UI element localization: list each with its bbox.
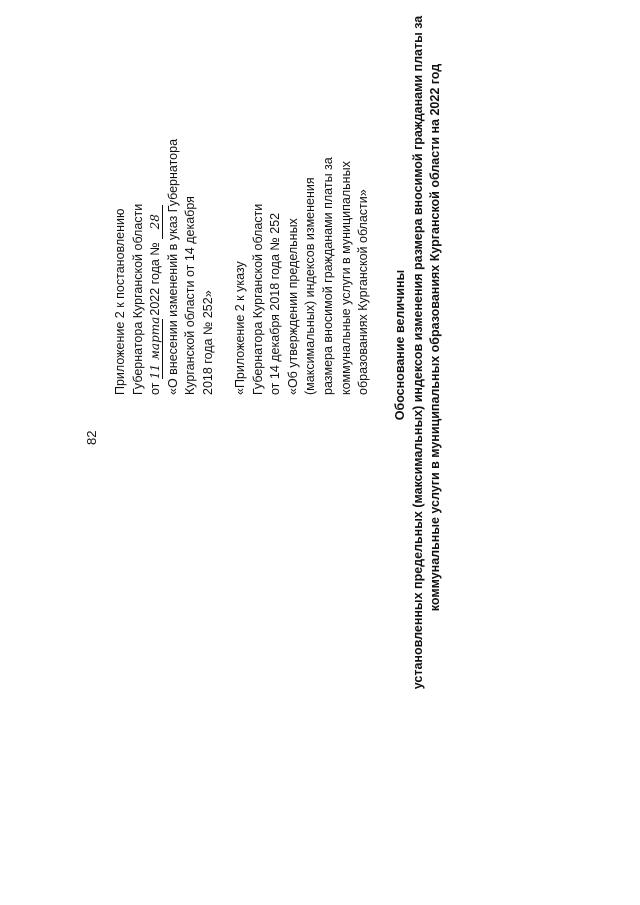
document-heading xyxy=(392,0,444,905)
appendix-original-block xyxy=(232,157,373,395)
appendix-current-line5: Курганской области от 14 декабря xyxy=(183,196,198,395)
appendix-current-block xyxy=(112,139,218,395)
appendix-original-line4: «Об утверждении предельных xyxy=(285,218,300,395)
appendix-current-line1: Приложение 2 к постановлению xyxy=(113,208,127,395)
appendix-original-line3: от 14 декабря 2018 года № 252 xyxy=(268,212,283,395)
appendix-current-line4: «О внесении изменений в указ Губернатора xyxy=(165,138,180,395)
appendix-current-line6: 2018 года № 252» xyxy=(200,290,215,395)
appendix-original-line2: Губернатора Курганской области xyxy=(250,203,265,395)
handwritten-date: 11 марта xyxy=(148,316,163,380)
page-number: 82 xyxy=(84,430,99,445)
heading-line2: установленных предельных (максимальных) индексов изменения размера вносимой гражданами платы за xyxy=(411,15,425,690)
heading-title: Обоснование величины xyxy=(393,269,407,421)
date-suffix: 2022 года № xyxy=(148,242,163,316)
appendix-current-line2: Губернатора Курганской области xyxy=(130,203,145,395)
appendix-current-date-line xyxy=(147,139,165,395)
appendix-original-line8: образованиях Курганской области» xyxy=(356,189,371,395)
appendix-original-line6: размера вносимой гражданами платы за xyxy=(320,157,335,395)
date-prefix: от xyxy=(148,382,163,395)
appendix-original-line5: (максимальных) индексов изменения xyxy=(303,177,318,395)
handwritten-number: 28 xyxy=(149,205,163,239)
appendix-original-line1: «Приложение 2 к указу xyxy=(233,261,247,395)
appendix-original-line7: коммунальные услуги в муниципальных xyxy=(338,161,353,395)
heading-line3: коммунальные услуги в муниципальных образованиях Курганской области на 2022 год xyxy=(428,63,442,612)
